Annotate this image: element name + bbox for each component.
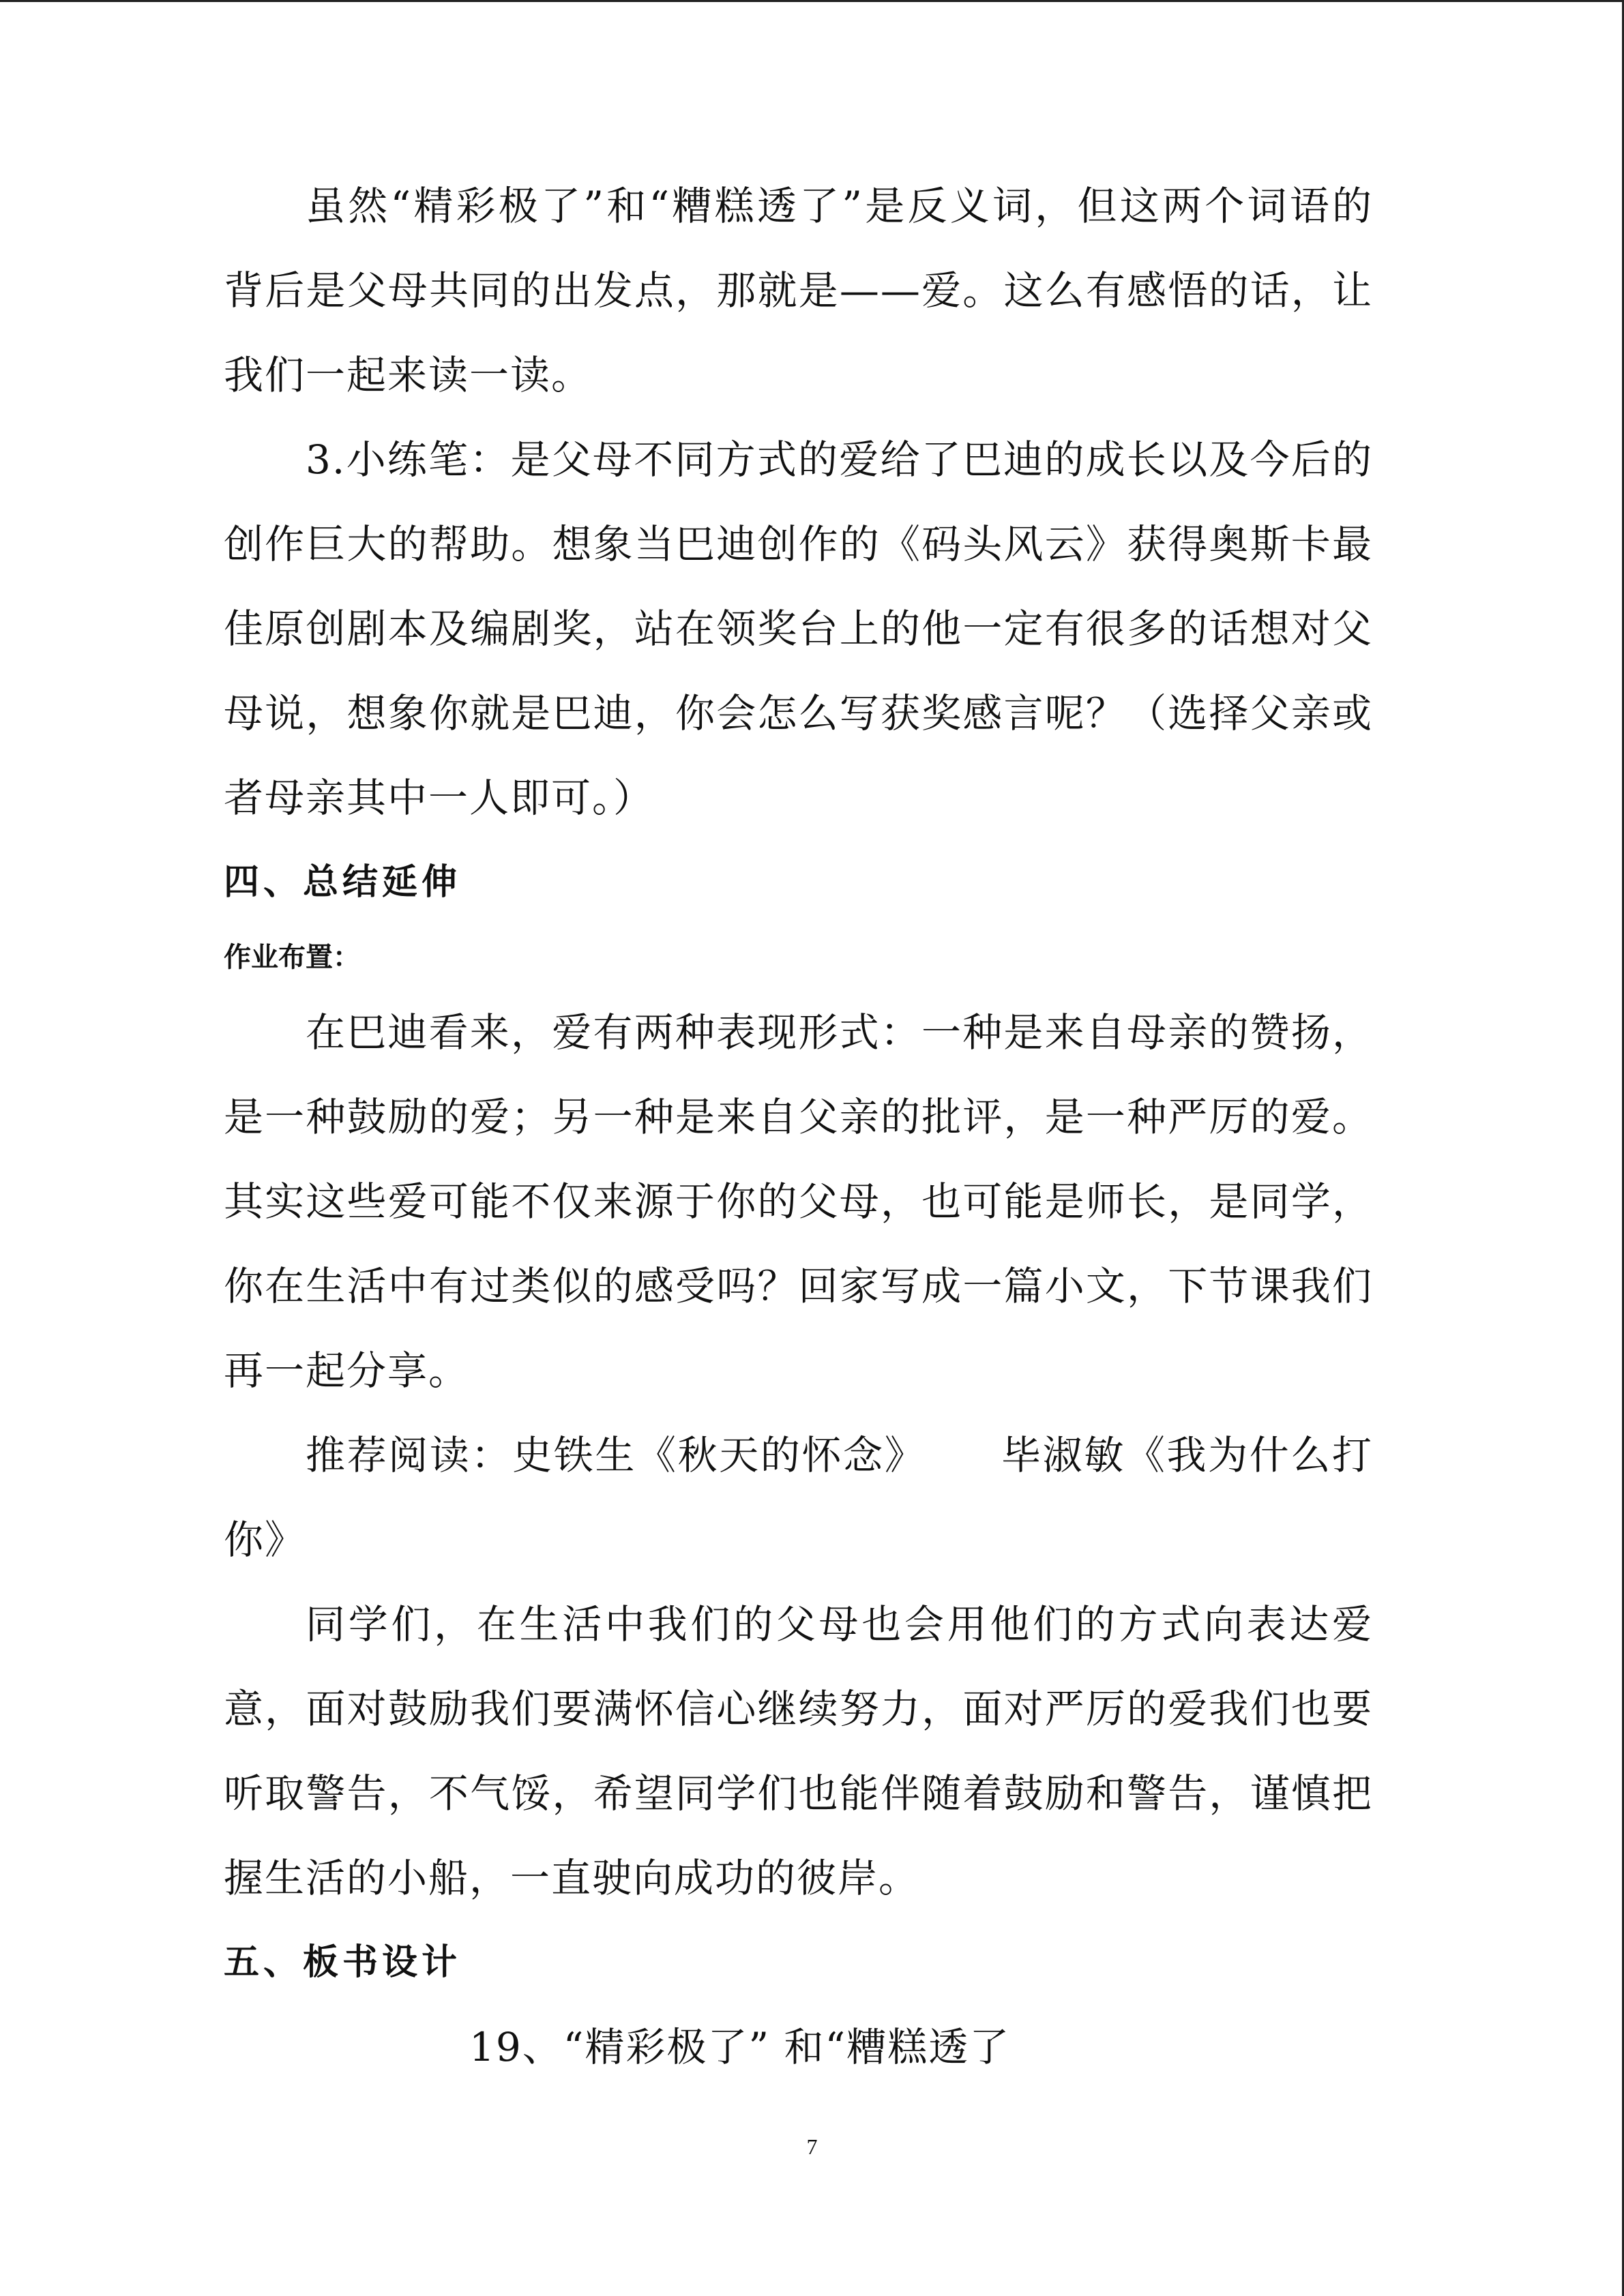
paragraph-closing: 同学们，在生活中我们的父母也会用他们的方式向表达爱意，面对鼓励我们要满怀信心继续努力，面对严厉的爱我们也要听取警告，不气馁，希望同学们也能伴随着鼓励和警告，谨慎把握生活的小船，一直驶向成功的彼岸。: [224, 1601, 1373, 1901]
paragraph-homework: 在巴迪看来，爱有两种表现形式：一种是来自母亲的赞扬，是一种鼓励的爱；另一种是来自父亲的批评，是一种严厉的爱。其实这些爱可能不仅来源于你的父母，也可能是师长，是同学，你在生活中有过类似的感受吗？回家写成一篇小文，下节课我们再一起分享。: [224, 1009, 1373, 1394]
board-design-title: 19、“精彩极了” 和“糟糕透了: [469, 2024, 1011, 2070]
reading-book-2: 毕淑敏《我为什么打你》: [224, 1432, 1373, 1563]
top-border-line: [0, 0, 1624, 2]
paragraph-writing-exercise: 3.小练笔：是父母不同方式的爱给了巴迪的成长以及今后的创作巨大的帮助。想象当巴迪创作的《码头风云》获得奥斯卡最佳原创剧本及编剧奖，站在领奖台上的他一定有很多的话想对父母说，想象你就是巴迪，你会怎么写获奖感言呢？（选择父亲或者母亲其中一人即可。）: [224, 436, 1373, 821]
paragraph-antonym-love: 虽然“精彩极了”和“糟糕透了”是反义词，但这两个词语的背后是父母共同的出发点，那就是——爱。这么有感悟的话，让我们一起来读一读。: [224, 183, 1373, 398]
section-heading-summary: 四、总结延伸: [224, 862, 462, 903]
page-content: [224, 164, 1373, 2089]
section-heading-board-design: 五、板书设计: [224, 1942, 462, 1983]
page-number: 7: [806, 2134, 818, 2159]
reading-book-1: 推荐阅读：史铁生《秋天的怀念》: [306, 1432, 926, 1478]
paragraph-recommended-reading: [224, 1413, 1373, 1582]
homework-label: 作业布置：: [224, 942, 360, 973]
